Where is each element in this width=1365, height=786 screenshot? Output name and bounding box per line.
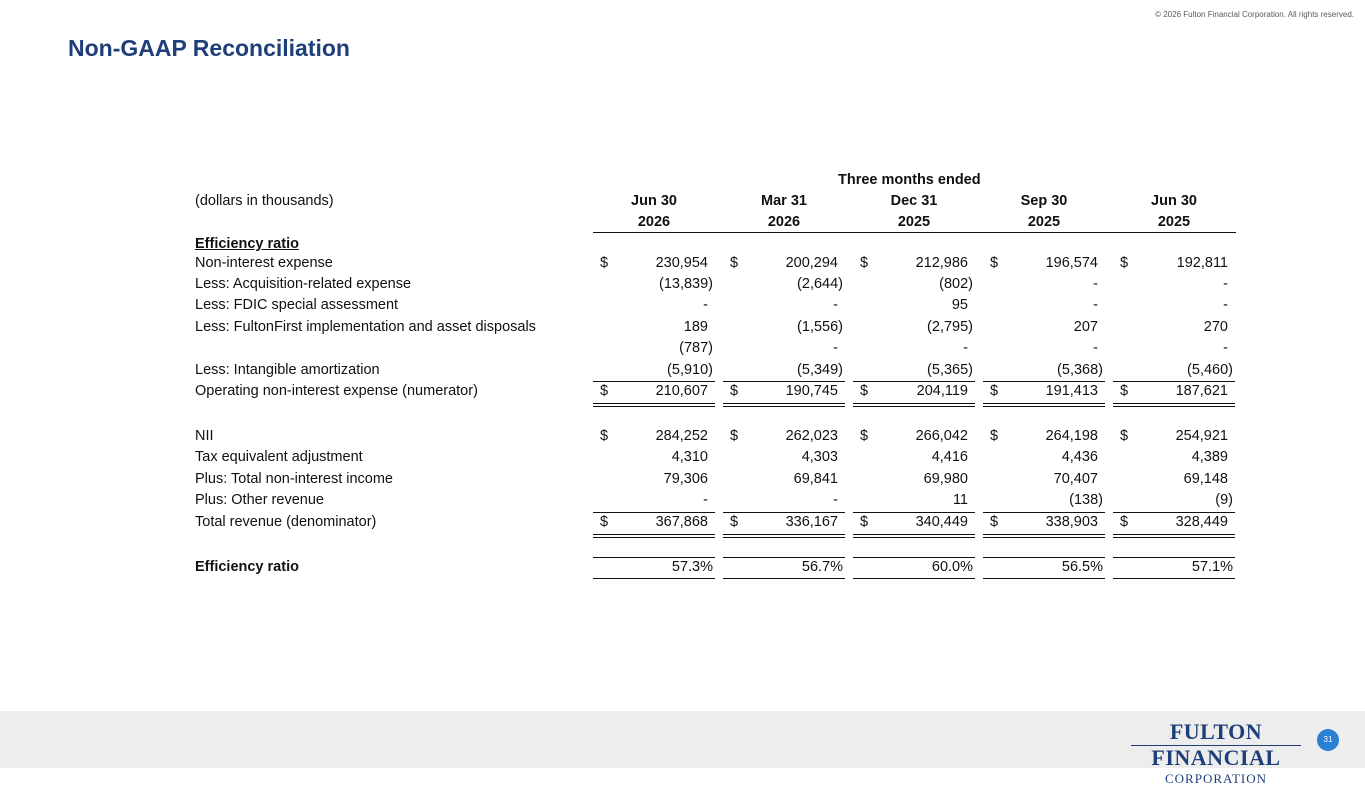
table-cell: 270 <box>1203 319 1228 335</box>
copyright-notice: © 2026 Fulton Financial Corporation. All rights reserved. <box>1155 10 1354 19</box>
section-title: Efficiency ratio <box>195 236 299 252</box>
table-cell: - <box>1223 297 1228 313</box>
dollar-sign: $ <box>990 514 999 530</box>
units-label: (dollars in thousands) <box>195 193 334 209</box>
table-cell: - <box>1093 276 1098 292</box>
row-label: Less: FultonFirst implementation and asset disposals <box>195 319 536 335</box>
dollar-sign: $ <box>600 255 609 271</box>
subtotal-rule <box>853 381 975 382</box>
row-label: Tax equivalent adjustment <box>195 449 363 465</box>
ratio-bottom-rule <box>723 578 845 579</box>
row-label: Operating non-interest expense (numerator) <box>195 383 478 399</box>
subtotal-rule <box>723 381 845 382</box>
total-double-rule <box>593 403 715 407</box>
table-cell: - <box>1223 276 1228 292</box>
table-cell: 207 <box>1073 319 1098 335</box>
table-cell: (2,644) <box>797 276 843 292</box>
column-header-month: Jun 30 <box>1151 193 1197 209</box>
subtotal-rule <box>853 512 975 513</box>
table-cell: 11 <box>952 492 968 508</box>
logo-line-2: CORPORATION <box>1164 771 1267 786</box>
table-cell: - <box>833 340 838 356</box>
table-cell: 95 <box>951 297 968 313</box>
row-label: Total revenue (denominator) <box>195 514 377 530</box>
column-header-month: Jun 30 <box>631 193 677 209</box>
table-cell: (9) <box>1215 492 1233 508</box>
total-double-rule <box>983 403 1105 407</box>
table-cell: 367,868 <box>655 514 708 530</box>
total-double-rule <box>983 534 1105 538</box>
subtotal-rule <box>983 381 1105 382</box>
table-cell: 254,921 <box>1175 428 1228 444</box>
total-double-rule <box>593 534 715 538</box>
logo-divider <box>1131 745 1301 746</box>
table-cell: 79,306 <box>663 471 708 487</box>
row-label: Efficiency ratio <box>195 559 299 575</box>
column-header-month: Sep 30 <box>1020 193 1068 209</box>
ratio-bottom-rule <box>1113 578 1235 579</box>
table-cell: 264,198 <box>1045 428 1098 444</box>
table-cell: (138) <box>1069 492 1103 508</box>
column-header-year: 2026 <box>767 214 801 230</box>
table-cell: 338,903 <box>1045 514 1098 530</box>
table-cell: 70,407 <box>1053 471 1098 487</box>
subtotal-rule <box>1113 381 1235 382</box>
table-cell: 230,954 <box>655 255 708 271</box>
table-cell: 69,980 <box>923 471 968 487</box>
table-cell: (5,910) <box>667 362 713 378</box>
table-cell: (1,556) <box>797 319 843 335</box>
dollar-sign: $ <box>730 383 739 399</box>
column-header-year: 2026 <box>637 214 671 230</box>
table-cell: 69,841 <box>793 471 838 487</box>
dollar-sign: $ <box>730 428 739 444</box>
table-cell: 56.7% <box>801 559 843 575</box>
row-label: Non-interest expense <box>195 255 333 271</box>
dollar-sign: $ <box>860 428 869 444</box>
ratio-top-rule <box>723 557 845 558</box>
row-label: Plus: Other revenue <box>195 492 324 508</box>
table-cell: - <box>1223 340 1228 356</box>
table-cell: 192,811 <box>1176 255 1228 271</box>
table-cell: 4,310 <box>671 449 708 465</box>
table-cell: (802) <box>939 276 973 292</box>
table-cell: 340,449 <box>915 514 968 530</box>
table-cell: 284,252 <box>655 428 708 444</box>
ratio-top-rule <box>1113 557 1235 558</box>
table-cell: (5,460) <box>1187 362 1233 378</box>
table-cell: 57.1% <box>1191 559 1233 575</box>
table-cell: (13,839) <box>658 276 713 292</box>
table-cell: 328,449 <box>1175 514 1228 530</box>
column-header-year: 2025 <box>1027 214 1061 230</box>
subtotal-rule <box>593 381 715 382</box>
dollar-sign: $ <box>990 255 999 271</box>
row-label: Less: Acquisition-related expense <box>195 276 412 292</box>
column-header-year: 2025 <box>1157 214 1191 230</box>
page-title: Non-GAAP Reconciliation <box>68 35 350 61</box>
dollar-sign: $ <box>990 428 999 444</box>
ratio-bottom-rule <box>983 578 1105 579</box>
dollar-sign: $ <box>600 383 609 399</box>
table-cell: 4,389 <box>1191 449 1228 465</box>
table-cell: - <box>963 340 968 356</box>
table-cell: 4,416 <box>931 449 968 465</box>
logo-line-1: FULTON FINANCIAL <box>1151 719 1281 770</box>
dollar-sign: $ <box>1120 428 1129 444</box>
table-cell: 4,303 <box>801 449 838 465</box>
table-cell: 266,042 <box>915 428 968 444</box>
table-cell: (787) <box>679 340 713 356</box>
dollar-sign: $ <box>860 514 869 530</box>
table-cell: 56.5% <box>1061 559 1103 575</box>
ratio-top-rule <box>983 557 1105 558</box>
table-cell: 69,148 <box>1183 471 1228 487</box>
subtotal-rule <box>983 512 1105 513</box>
ratio-top-rule <box>593 557 715 558</box>
table-cell: (5,368) <box>1057 362 1103 378</box>
ratio-top-rule <box>853 557 975 558</box>
column-group-header: Three months ended <box>838 172 981 188</box>
table-cell: 204,119 <box>916 383 968 399</box>
dollar-sign: $ <box>1120 514 1129 530</box>
table-cell: 191,413 <box>1045 383 1098 399</box>
table-cell: 196,574 <box>1045 255 1098 271</box>
subtotal-rule <box>1113 512 1235 513</box>
ratio-bottom-rule <box>853 578 975 579</box>
table-cell: - <box>1093 340 1098 356</box>
table-cell: 187,621 <box>1175 383 1228 399</box>
column-header-month: Mar 31 <box>761 193 807 209</box>
table-cell: 189 <box>683 319 708 335</box>
dollar-sign: $ <box>860 255 869 271</box>
company-logo <box>1128 719 1304 786</box>
table-cell: 212,986 <box>915 255 968 271</box>
dollar-sign: $ <box>1120 383 1129 399</box>
table-cell: 4,436 <box>1061 449 1098 465</box>
table-cell: (2,795) <box>927 319 973 335</box>
column-header-year: 2025 <box>897 214 931 230</box>
dollar-sign: $ <box>1120 255 1129 271</box>
table-cell: 336,167 <box>785 514 838 530</box>
subtotal-rule <box>593 512 715 513</box>
row-label: NII <box>195 428 214 444</box>
table-cell: - <box>833 297 838 313</box>
table-cell: 190,745 <box>785 383 838 399</box>
header-underline <box>593 232 1236 233</box>
table-cell: - <box>1093 297 1098 313</box>
table-cell: - <box>703 492 708 508</box>
table-cell: 57.3% <box>671 559 713 575</box>
row-label: Plus: Total non-interest income <box>195 471 394 487</box>
column-header-month: Dec 31 <box>890 193 938 209</box>
dollar-sign: $ <box>730 255 739 271</box>
dollar-sign: $ <box>990 383 999 399</box>
total-double-rule <box>723 403 845 407</box>
table-cell: - <box>833 492 838 508</box>
total-double-rule <box>853 403 975 407</box>
table-cell: 200,294 <box>785 255 838 271</box>
subtotal-rule <box>723 512 845 513</box>
page-number-badge: 31 <box>1317 729 1339 751</box>
row-label: Less: FDIC special assessment <box>195 297 399 313</box>
table-cell: (5,349) <box>797 362 843 378</box>
dollar-sign: $ <box>730 514 739 530</box>
table-cell: 60.0% <box>931 559 973 575</box>
table-cell: (5,365) <box>927 362 973 378</box>
dollar-sign: $ <box>860 383 869 399</box>
total-double-rule <box>1113 534 1235 538</box>
dollar-sign: $ <box>600 514 609 530</box>
total-double-rule <box>723 534 845 538</box>
table-cell: 210,607 <box>655 383 708 399</box>
table-cell: - <box>703 297 708 313</box>
total-double-rule <box>853 534 975 538</box>
ratio-bottom-rule <box>593 578 715 579</box>
table-cell: 262,023 <box>785 428 838 444</box>
row-label: Less: Intangible amortization <box>195 362 380 378</box>
dollar-sign: $ <box>600 428 609 444</box>
total-double-rule <box>1113 403 1235 407</box>
